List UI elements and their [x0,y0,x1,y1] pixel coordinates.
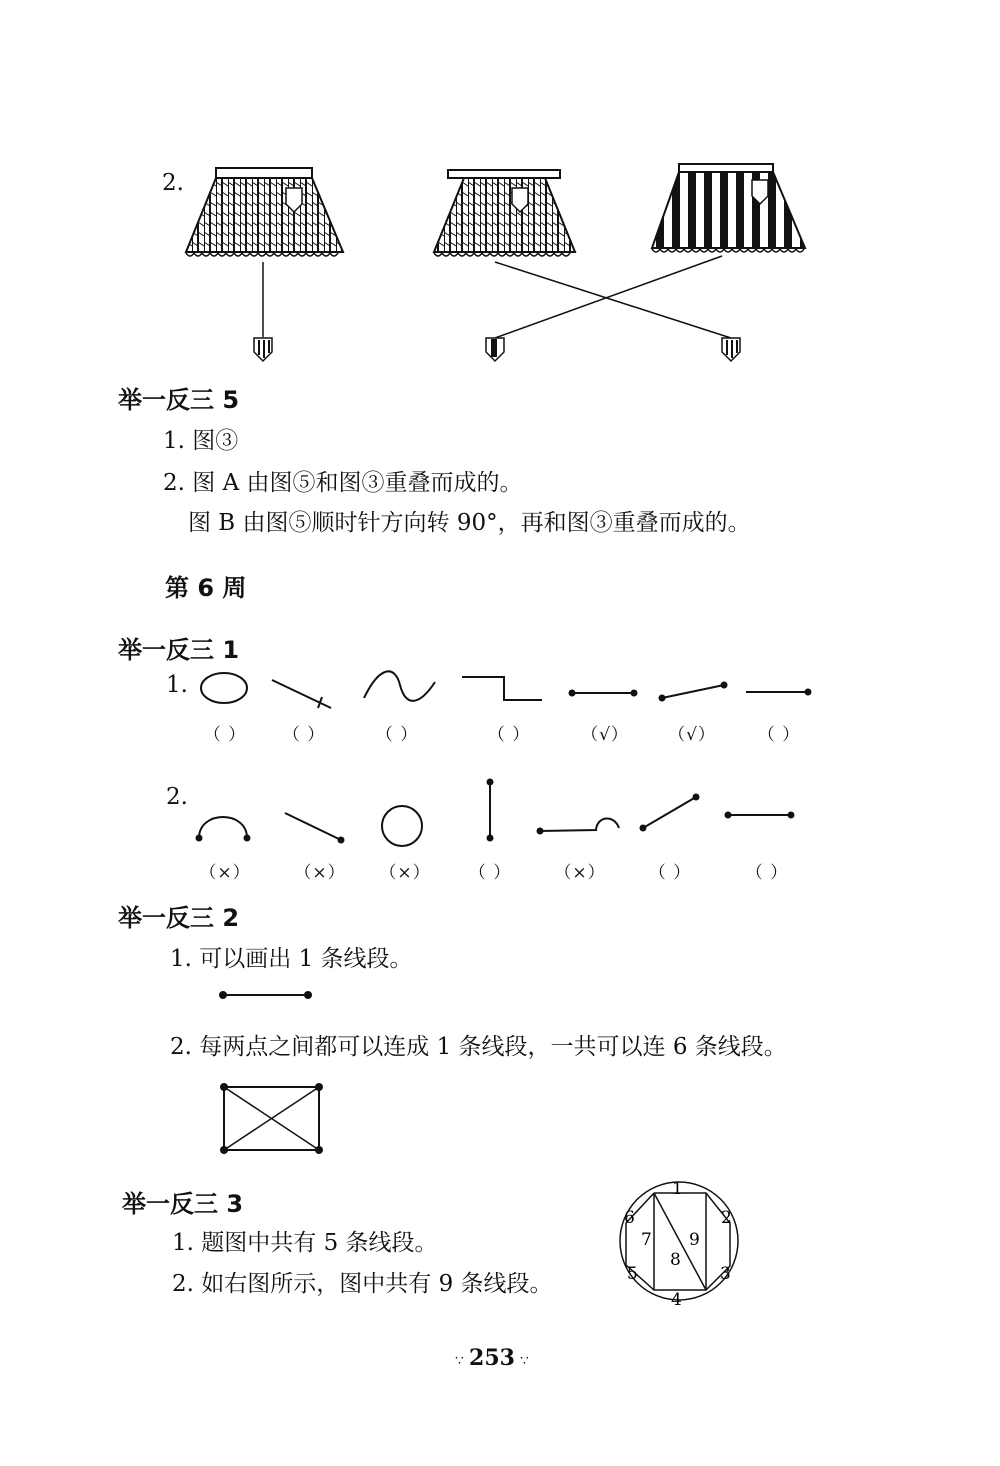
heading-practice-3: 举一反三 3 [122,1190,244,1218]
curve-figure [364,671,435,701]
practice-5-line-1: 1. 图③ [163,428,239,454]
ray-figure [272,680,331,708]
dots-left-decoration: ∵ [455,1353,464,1369]
ellipse-figure [201,673,247,703]
segment-figure-3 [640,794,700,832]
q2-answer-4: （ ） [468,863,512,883]
octagon-label-5: 5 [627,1264,638,1284]
practice-2-line-2: 2. 每两点之间都可以连成 1 条线段，一共可以连 6 条线段。 [170,1034,787,1060]
dots-right-decoration: ∵ [520,1353,529,1369]
octagon-label-6: 6 [624,1208,635,1228]
practice-3-line-1: 1. 题图中共有 5 条线段。 [172,1230,438,1256]
q1-answer-3: （ ） [375,725,419,745]
page-number: 253 [469,1345,515,1371]
practice-3-line-2: 2. 如右图所示，图中共有 9 条线段。 [172,1271,553,1297]
arc-figure [196,817,251,842]
pocket-3 [722,338,740,361]
octagon-label-4: 4 [671,1290,682,1310]
step-line-figure [462,677,542,700]
skirt-matching-figure [0,0,1000,380]
match-line-3 [495,256,722,338]
q1-answer-4: （ ） [487,725,531,745]
segment-figure-2 [659,682,728,702]
octagon-figure [600,1170,760,1315]
item-2-label: 2. [162,170,184,196]
match-line-2 [495,262,731,338]
pocket-1 [254,338,272,361]
practice-2-figures [0,980,1000,1160]
segment-figure-4 [725,812,795,819]
heading-practice-2: 举一反三 2 [118,904,240,932]
q2-answer-7: （ ） [745,863,789,883]
q1-answer-7: （ ） [757,725,801,745]
four-points-figure [220,1083,323,1154]
skirt-3 [648,164,810,252]
octagon-label-1: 1 [672,1179,683,1199]
q1-answer-2: （ ） [282,725,326,745]
q2-answer-2: （×） [294,863,346,883]
octagon-label-2: 2 [721,1208,732,1228]
heading-practice-1: 举一反三 1 [118,636,240,664]
skirt-2 [430,170,580,260]
octagon-label-3: 3 [720,1264,731,1284]
ray-figure-2 [746,689,812,696]
page-number-block [455,1345,529,1371]
pocket-2 [486,338,504,361]
heading-practice-5: 举一反三 5 [118,386,240,414]
practice-5-line-2: 2. 图 A 由图⑤和图③重叠而成的。 [163,470,523,496]
octagon-label-8: 8 [670,1250,681,1270]
line-with-bump-figure [537,818,620,834]
practice-2-line-1: 1. 可以画出 1 条线段。 [170,946,413,972]
q2-answer-6: （ ） [648,863,692,883]
ray-figure-3 [285,813,345,844]
skirt-1 [180,168,350,260]
week-title: 第 6 周 [165,574,247,602]
octagon-label-7: 7 [641,1230,652,1250]
q1-answer-5: （√） [581,725,629,745]
segment-figure-5 [219,991,312,999]
q2-answer-1: （×） [199,863,251,883]
segment-figure-1 [569,690,638,697]
q2-answer-3: （×） [379,863,431,883]
q1-label: 1. [166,672,188,698]
octagon-label-9: 9 [689,1230,700,1250]
vertical-segment-figure [487,779,494,842]
q1-answer-6: （√） [668,725,716,745]
q2-answer-5: （×） [554,863,606,883]
practice-5-line-3: 图 B 由图⑤顺时针方向转 90°，再和图③重叠而成的。 [188,510,751,536]
q1-figures [0,660,1000,720]
q2-label: 2. [166,784,188,810]
circle-figure [382,806,422,846]
q1-answer-1: （ ） [203,725,247,745]
q2-figures [0,770,1000,850]
